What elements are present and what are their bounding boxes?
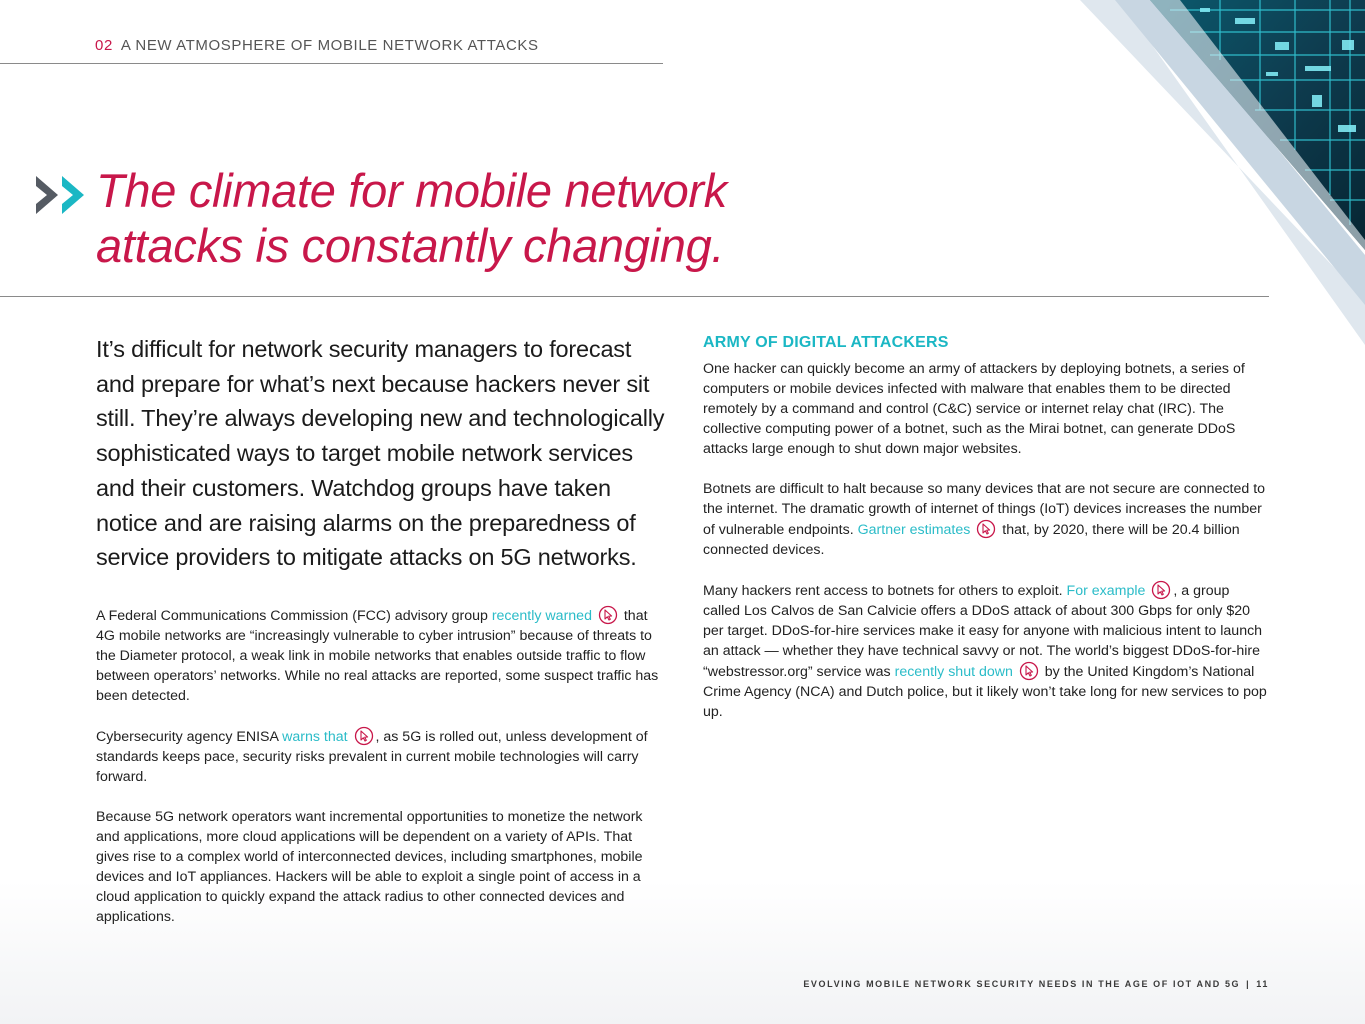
- headline-line-1: The climate for mobile network: [96, 164, 727, 217]
- cursor-click-icon[interactable]: [354, 726, 374, 746]
- fcc-paragraph: A Federal Communications Commission (FCC) advisory group recently warned that 4G mobile networks are “increasingly vulnerable to cyber intrusion” because of threats to the Diameter protocol, a weak link in mobile networks that enables outside traffic to flow between operators’ networks. While no real attacks are reported, some suspect traffic has been detected.: [96, 605, 661, 706]
- page-number: 11: [1256, 979, 1269, 989]
- apis-paragraph: Because 5G network operators want incremental opportunities to monetize the network and applications, more cloud applications will be dependent on a variety of APIs. That gives rise to a complex world of interconnected devices, including smartphones, mobile devices and IoT appliances. Hackers will be able to exploit a single point of access in a cloud application to quickly expand the attack radius to other connected devices and applications.: [96, 809, 643, 925]
- cursor-click-icon[interactable]: [976, 519, 996, 539]
- lead-paragraph: It’s difficult for network security managers to forecast and prepare for what’s next because hackers never sit still. They’re always developing new and technologically sophisticated ways to target mobile network services and their customers. Watchdog groups have taken notice and are raising alarms on the preparedness of service providers to mitigate attacks on 5G networks.: [96, 336, 665, 571]
- header-divider: [0, 63, 663, 64]
- cursor-click-icon[interactable]: [1019, 661, 1039, 681]
- headline-divider: [0, 296, 1269, 297]
- recently-warned-link[interactable]: recently warned: [491, 608, 592, 624]
- footer-title: EVOLVING MOBILE NETWORK SECURITY NEEDS IN THE AGE OF IOT AND 5G: [803, 979, 1241, 989]
- corner-circuit-art: [1080, 0, 1365, 345]
- cursor-click-icon[interactable]: [598, 605, 618, 625]
- page-footer: [803, 979, 1269, 989]
- cursor-click-icon[interactable]: [1151, 580, 1171, 600]
- right-column: [703, 359, 1268, 742]
- enisa-paragraph: Cybersecurity agency ENISA warns that , as 5G is rolled out, unless development of standards keeps pace, security risks prevalent in current mobile technologies will carry forward.: [96, 726, 661, 787]
- section-title: A NEW ATMOSPHERE OF MOBILE NETWORK ATTACKS: [120, 37, 539, 54]
- left-column: [96, 605, 661, 947]
- ddos-for-hire-paragraph: Many hackers rent access to botnets for others to exploit. For example , a group called Los Calvos de San Calvicie offers a DDoS attack of about 300 Gbps for only $20 per target. DDoS-for-hire services make it easy for anyone with malicious intent to launch an attack — whether they have technical savvy or not. The world’s biggest DDoS-for-hire “webstressor.org” service was recently shut down by the United Kingdom’s National Crime Agency (NCA) and Dutch police, but it likely won’t take long for new services to pop up.: [703, 580, 1268, 722]
- for-example-link[interactable]: For example: [1066, 583, 1146, 599]
- section-header: [95, 37, 539, 54]
- botnet-paragraph: One hacker can quickly become an army of attackers by deploying botnets, a series of computers or mobile devices infected with malware that enables them to be directed remotely by a command and control (C&C) service or internet relay chat (IRC). The collective computing power of a botnet, such as the Mirai botnet, can generate DDoS attacks large enough to shut down major websites.: [703, 361, 1245, 457]
- footer-separator: |: [1246, 979, 1251, 989]
- section-number: 02: [95, 37, 113, 54]
- double-chevron-icon: [36, 176, 84, 214]
- warns-that-link[interactable]: warns that: [282, 729, 348, 745]
- headline-line-2: attacks is constantly changing.: [96, 219, 725, 272]
- recently-shut-down-link[interactable]: recently shut down: [894, 664, 1013, 680]
- gartner-estimates-link[interactable]: Gartner estimates: [857, 522, 971, 538]
- botnet-halt-paragraph: Botnets are difficult to halt because so many devices that are not secure are connected to the internet. The dramatic growth of internet of things (IoT) devices increases the number of vulnerable endpoints. Gartner estimates that, by 2020, there will be 20.4 billion connected devices.: [703, 481, 1266, 558]
- army-section-title: ARMY OF DIGITAL ATTACKERS: [703, 334, 949, 351]
- page-headline: [96, 163, 756, 273]
